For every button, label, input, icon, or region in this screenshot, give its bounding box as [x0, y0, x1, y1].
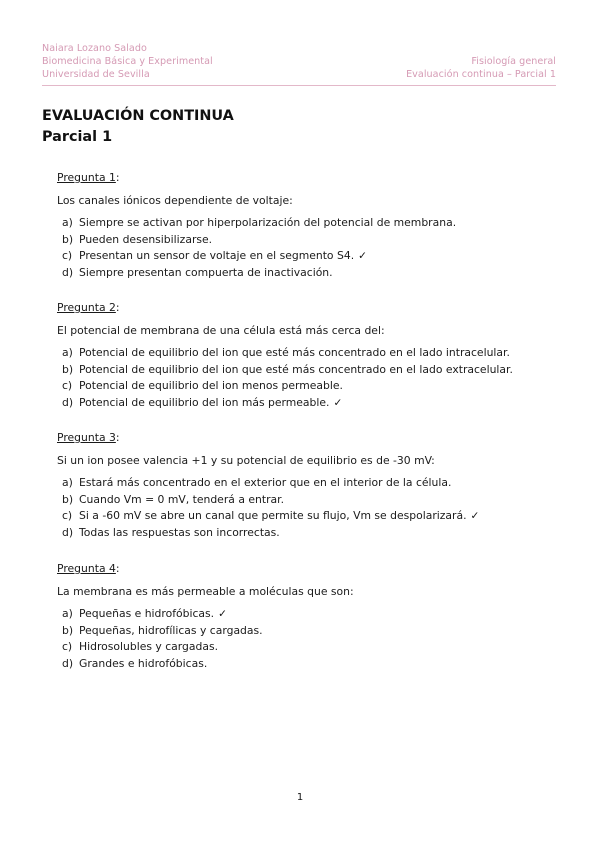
answer-option-correct: c) Si a -60 mV se abre un canal que permite su flujo, Vm se despolarizará. ✓ — [57, 508, 557, 525]
answer-options — [57, 345, 557, 411]
answer-option-correct: c) Presentan un sensor de voltaje en el segmento S4. ✓ — [57, 248, 557, 265]
checkmark-icon: ✓ — [470, 510, 480, 522]
question-4 — [57, 561, 557, 672]
question-3 — [57, 430, 557, 541]
document-title: EVALUACIÓN CONTINUA — [42, 108, 234, 124]
answer-option: b) Pequeñas, hidrofílicas y cargadas. — [62, 623, 263, 637]
header-right — [406, 42, 556, 81]
question-label: Pregunta 3: — [57, 431, 120, 444]
answer-option: b) Potencial de equilibrio del ion que esté más concentrado en el lado extracelular. — [62, 362, 513, 376]
question-stem: La membrana es más permeable a moléculas que son: — [57, 585, 354, 598]
header-subject: Fisiología general — [471, 56, 556, 67]
document-subtitle: Parcial 1 — [42, 129, 113, 145]
header-author: Naiara Lozano Salado — [42, 43, 147, 54]
checkmark-icon: ✓ — [218, 608, 227, 620]
answer-option: c) Hidrosolubles y cargadas. — [62, 640, 219, 653]
question-label: Pregunta 2: — [57, 301, 120, 314]
answer-option: d) Siempre presentan compuerta de inactivación. — [62, 265, 333, 279]
checkmark-icon: ✓ — [333, 396, 343, 409]
answer-option: b) Pueden desensibilizarse. — [62, 232, 213, 246]
page-number: 1 — [296, 792, 304, 803]
question-1 — [57, 170, 557, 281]
header-university: Universidad de Sevilla — [42, 69, 150, 80]
question-stem: Si un ion posee valencia +1 y su potencial de equilibrio es de -30 mV: — [57, 454, 435, 467]
answer-option: b) Cuando Vm = 0 mV, tenderá a entrar. — [62, 492, 285, 506]
header-left — [42, 42, 213, 81]
header-degree: Biomedicina Básica y Experimental — [42, 56, 213, 67]
answer-option: a) Potencial de equilibrio del ion que esté más concentrado en el lado intracelular. — [62, 346, 510, 359]
question-2 — [57, 300, 557, 411]
answer-option: d) Grandes e hidrofóbicas. — [62, 656, 208, 670]
question-label: Pregunta 1: — [57, 171, 120, 184]
header-divider — [42, 85, 556, 86]
checkmark-icon: ✓ — [358, 250, 367, 262]
answer-option: c) Potencial de equilibrio del ion menos permeable. — [62, 379, 343, 392]
header-exam: Evaluación continua – Parcial 1 — [406, 69, 556, 80]
answer-option: a) Estará más concentrado en el exterior que en el interior de la célula. — [62, 476, 452, 489]
answer-option: a) Siempre se activan por hiperpolarización del potencial de membrana. — [62, 216, 457, 229]
answer-option-correct: d) Potencial de equilibrio del ion más permeable. ✓ — [57, 395, 557, 412]
question-label: Pregunta 4: — [57, 562, 120, 575]
answer-options — [57, 475, 557, 541]
answer-option: d) Todas las respuestas son incorrectas. — [62, 525, 280, 539]
question-stem: El potencial de membrana de una célula está más cerca del: — [57, 324, 385, 337]
answer-options — [57, 606, 557, 672]
answer-option-correct: a) Pequeñas e hidrofóbicas. ✓ — [57, 606, 557, 623]
question-stem: Los canales iónicos dependiente de voltaje: — [57, 194, 293, 207]
answer-options — [57, 215, 557, 281]
